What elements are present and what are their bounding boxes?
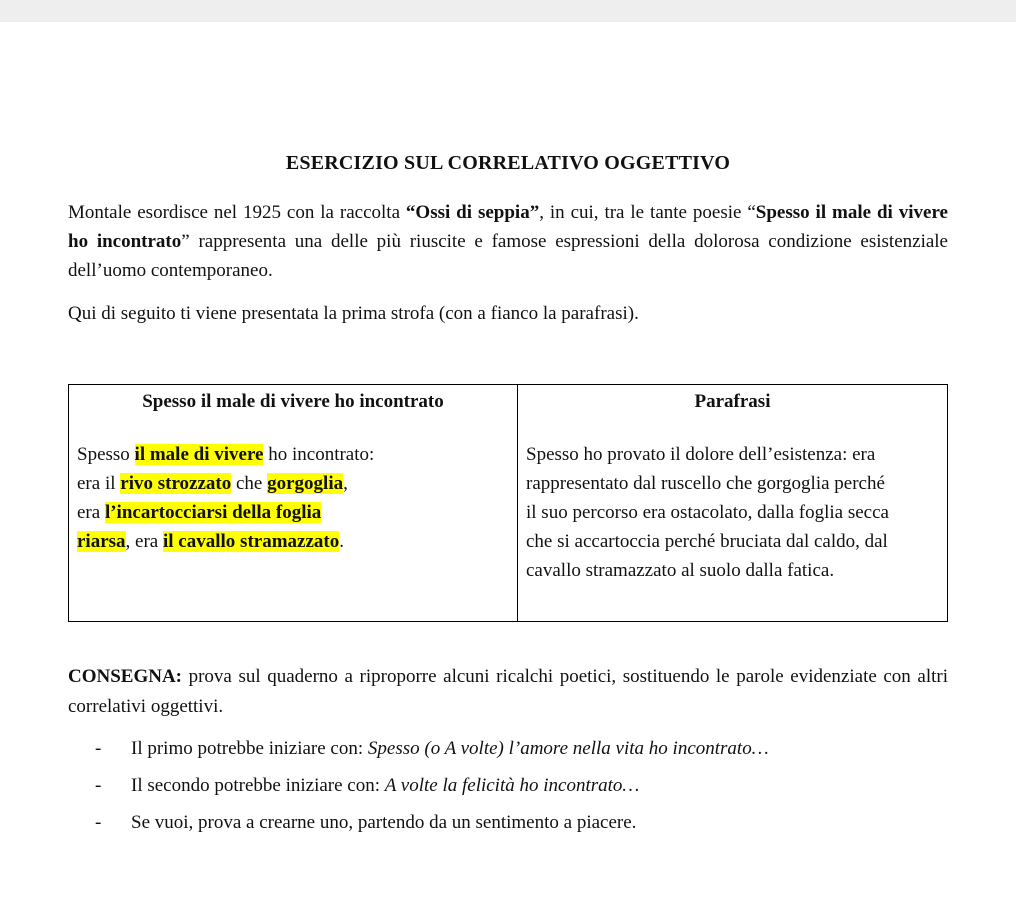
paraphrase-text	[526, 440, 939, 585]
intro-paragraph-2: Qui di seguito ti viene presentata la prima strofa (con a fianco la parafrasi).	[68, 303, 639, 324]
intro-text-2: , in cui, tra le tante poesie “	[539, 202, 756, 223]
verse-line-2	[77, 469, 509, 498]
intro-paragraph	[68, 198, 948, 285]
verse-line-4	[77, 527, 509, 556]
paraphrase-line: Spesso ho provato il dolore dell’esistenza: era	[526, 444, 876, 465]
intro-poem-title: Spesso il male di vivere ho incontrato	[68, 202, 948, 252]
paraphrase-cell	[518, 385, 948, 622]
highlighted-word: l’incartocciarsi della foglia	[104, 502, 322, 523]
intro-book-title: “Ossi di seppia”	[405, 202, 540, 223]
intro-text-3: ” rappresenta una delle più riuscite e famose espressioni della dolorosa condizione esistenziale dell’uomo contemporaneo.	[68, 231, 948, 281]
intro-text-1: Montale esordisce nel 1925 con la raccolta	[68, 202, 406, 223]
list-item-text: Il primo potrebbe iniziare con:	[131, 738, 368, 759]
highlighted-word: riarsa	[77, 531, 126, 552]
verse-line-1	[77, 440, 509, 469]
verse-text: .	[339, 531, 344, 552]
list-item-example: Spesso (o A volte) l’amore nella vita ho incontrato…	[367, 738, 769, 759]
document-title: ESERCIZIO SUL CORRELATIVO OGGETTIVO	[285, 152, 731, 174]
paraphrase-line: cavallo stramazzato al suolo dalla fatica.	[526, 560, 835, 581]
highlighted-word: gorgoglia	[267, 473, 344, 494]
highlighted-word: il cavallo stramazzato	[163, 531, 340, 552]
paraphrase-line: il suo percorso era ostacolato, dalla foglia secca	[526, 502, 889, 523]
verse-text: Spesso	[77, 444, 135, 465]
verse-text: ho incontrato:	[263, 444, 375, 465]
paraphrase-header: Parafrasi	[694, 391, 771, 412]
list-item-example: A volte la felicità ho incontrato…	[384, 775, 640, 796]
dash-bullet: -	[95, 775, 102, 796]
verse-text: ,	[343, 473, 348, 494]
instruction-list	[68, 734, 948, 845]
paraphrase-line: rappresentato dal ruscello che gorgoglia perché	[526, 473, 885, 494]
poem-cell	[69, 385, 518, 622]
consegna-label: CONSEGNA:	[68, 666, 183, 687]
poem-header: Spesso il male di vivere ho incontrato	[142, 391, 444, 412]
highlighted-word: rivo strozzato	[120, 473, 232, 494]
top-bar	[0, 0, 1016, 22]
verse-text: era il	[77, 473, 121, 494]
poem-verses	[77, 440, 509, 556]
poem-table	[68, 384, 948, 622]
consegna-paragraph	[68, 662, 948, 722]
verse-text: , era	[125, 531, 163, 552]
verse-text: che	[231, 473, 268, 494]
highlighted-word: il male di vivere	[134, 444, 264, 465]
list-item	[68, 734, 948, 771]
dash-bullet: -	[95, 812, 102, 833]
verse-text: era	[77, 502, 105, 523]
list-item-text: Se vuoi, prova a crearne uno, partendo da un sentimento a piacere.	[131, 812, 637, 833]
list-item-text: Il secondo potrebbe iniziare con:	[131, 775, 385, 796]
list-item	[68, 808, 948, 845]
consegna-text: prova sul quaderno a riproporre alcuni ricalchi poetici, sostituendo le parole evidenziate con altri correlativi oggettivi.	[68, 666, 948, 717]
verse-line-3	[77, 498, 509, 527]
paraphrase-line: che si accartoccia perché bruciata dal caldo, dal	[526, 531, 888, 552]
list-item	[68, 771, 948, 808]
dash-bullet: -	[95, 738, 102, 759]
